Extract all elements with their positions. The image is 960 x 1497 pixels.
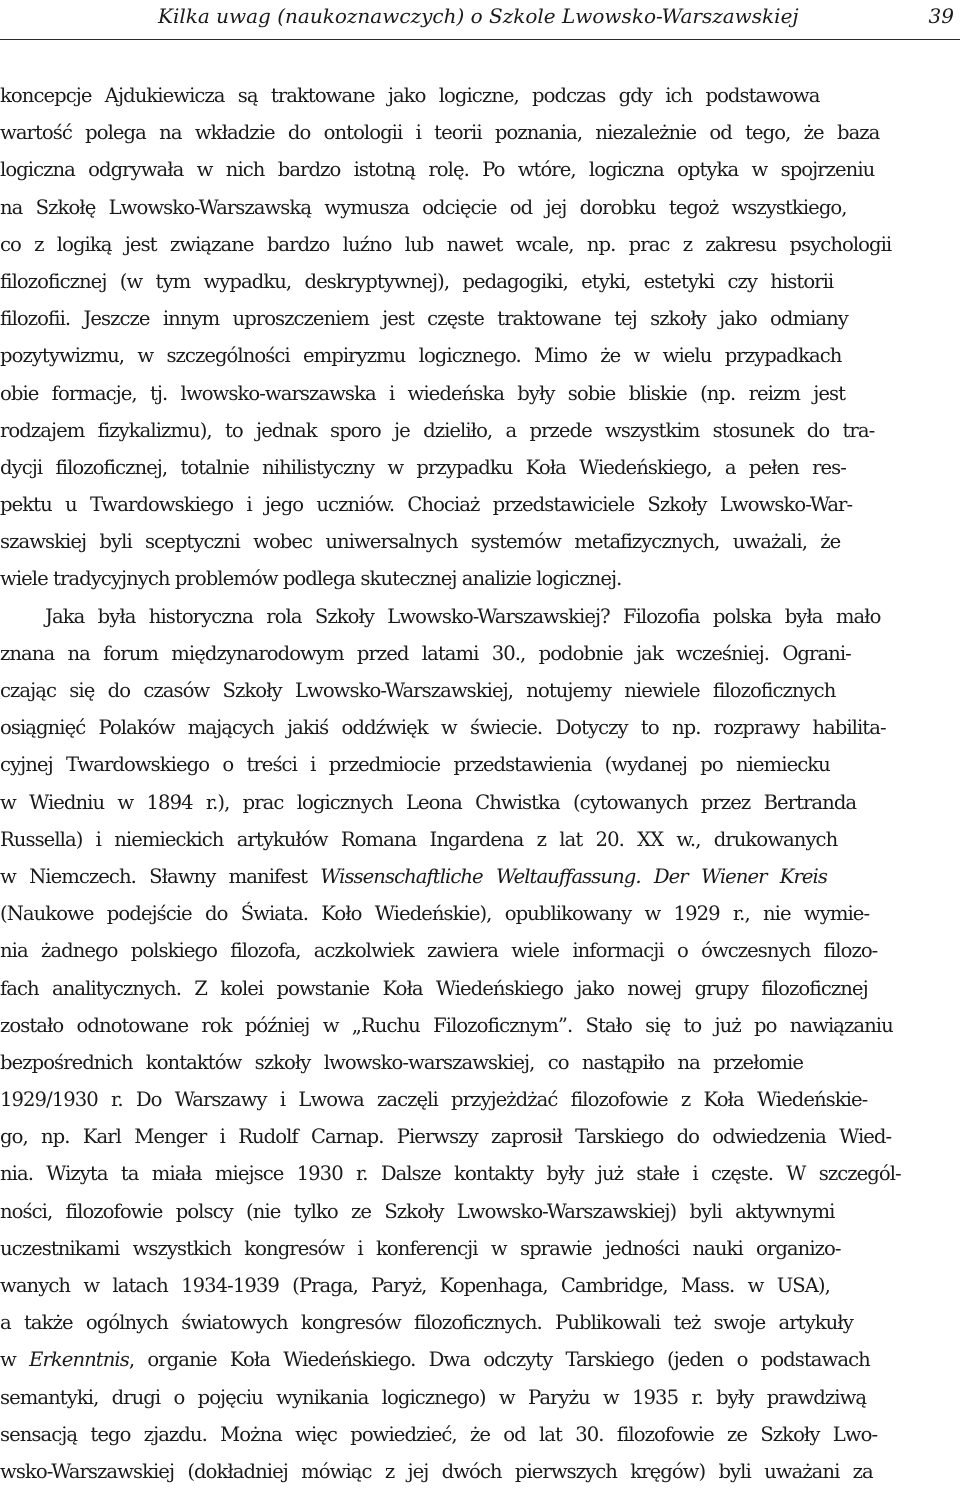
text-segment: Russella) i niemieckich artykułów Romana Ingardena z lat 20. XX w., drukowanych	[0, 827, 838, 851]
text-line	[0, 1081, 960, 1118]
text-line	[0, 970, 960, 1007]
text-segment: wartość polega na wkładzie do ontologii i teorii poznania, niezależnie od tego, że baza	[0, 121, 880, 145]
running-title: Kilka uwag (naukoznawczych) o Szkole Lwowsko-Warszawskiej	[158, 4, 799, 28]
text-segment: zostało odnotowane rok później w „Ruchu Filozoficznym”. Stało się to już po nawiązaniu	[0, 1013, 893, 1037]
text-line	[0, 598, 960, 635]
text-line	[0, 1267, 960, 1304]
text-segment: w Wiedniu w 1894 r.), prac logicznych Leona Chwistka (cytowanych przez Bertranda	[0, 790, 857, 814]
italic-title: Erkenntnis	[29, 1348, 129, 1372]
text-line	[0, 746, 960, 783]
text-line	[0, 1304, 960, 1341]
text-line	[0, 1007, 960, 1044]
text-line	[0, 1044, 960, 1081]
text-segment: Jaka była historyczna rola Szkoły Lwowsko-Warszawskiej? Filozofia polska była mało	[0, 604, 881, 628]
text-line	[0, 1230, 960, 1267]
text-line	[0, 784, 960, 821]
text-line	[0, 412, 960, 449]
text-line	[0, 709, 960, 746]
text-line	[0, 300, 960, 337]
text-segment: a także ogólnych światowych kongresów filozoficznych. Publikowali też swoje artykuły	[0, 1311, 853, 1335]
text-line	[0, 151, 960, 188]
body-text	[0, 77, 960, 1490]
text-segment: filozofii. Jeszcze innym uproszczeniem jest częste traktowane tej szkoły jako odmiany	[0, 307, 848, 331]
text-line	[0, 1155, 960, 1192]
page-header	[0, 0, 960, 40]
text-segment: nia żadnego polskiego filozofa, aczkolwiek zawiera wiele informacji o ówczesnych filozo-	[0, 939, 878, 963]
text-segment: co z logiką jest związane bardzo luźno lub nawet wcale, np. prac z zakresu psychologii	[0, 232, 892, 256]
text-segment: uczestnikami wszystkich kongresów i konferencji w sprawie jedności nauki organizo-	[0, 1236, 841, 1260]
text-segment: pozytywizmu, w szczególności empiryzmu logicznego. Mimo że w wielu przypadkach	[0, 344, 842, 368]
text-segment: , organie Koła Wiedeńskiego. Dwa odczyty Tarskiego (jeden o podstawach	[128, 1348, 870, 1372]
text-segment: semantyki, drugi o pojęciu wynikania logicznego) w Paryżu w 1935 r. były prawdziwą	[0, 1385, 867, 1409]
text-segment: czając się do czasów Szkoły Lwowsko-Warszawskiej, notujemy niewiele filozoficznych	[0, 679, 836, 702]
text-segment: wiele tradycyjnych problemów podlega skutecznej analizie logicznej.	[0, 567, 622, 591]
text-line	[0, 1453, 960, 1490]
text-segment: fach analitycznych. Z kolei powstanie Koła Wiedeńskiego jako nowej grupy filozoficznej	[0, 976, 868, 1000]
text-line	[0, 932, 960, 969]
text-line	[0, 375, 960, 412]
text-segment: nia. Wizyta ta miała miejsce 1930 r. Dalsze kontakty były już stałe i częste. W szczegól-	[0, 1162, 901, 1186]
text-line	[0, 635, 960, 672]
text-line	[0, 226, 960, 263]
text-segment: w	[0, 1348, 30, 1372]
text-segment: wsko-Warszawskiej (dokładniej mówiąc z jej dwóch pierwszych kręgów) byli uważani za	[0, 1459, 873, 1483]
text-line	[0, 672, 960, 709]
text-segment: znana na forum międzynarodowym przed latami 30., podobnie jak wcześniej. Ograni-	[0, 641, 851, 665]
text-segment: osiągnięć Polaków mających jakiś oddźwięk w świecie. Dotyczy to np. rozprawy habilita-	[0, 716, 886, 740]
text-segment: rodzajem fizykalizmu), to jednak sporo je dzieliło, a przede wszystkim stosunek do tra-	[0, 418, 875, 442]
italic-title: Wissenschaftliche Weltauffassung. Der Wiener Kreis	[320, 864, 827, 888]
text-segment: na Szkołę Lwowsko-Warszawską wymusza odcięcie od jej dorobku tegoż wszystkiego,	[0, 195, 847, 219]
text-segment: dycji filozoficznej, totalnie nihilistyczny w przypadku Koła Wiedeńskiego, a pełen res-	[0, 455, 846, 479]
text-segment: sensacją tego zjazdu. Można więc powiedzieć, że od lat 30. filozofowie ze Szkoły Lwo-	[0, 1422, 878, 1446]
text-segment: bezpośrednich kontaktów szkoły lwowsko-warszawskiej, co nastąpiło na przełomie	[0, 1050, 804, 1074]
text-segment: obie formacje, tj. lwowsko-warszawska i wiedeńska były sobie bliskie (np. reizm jest	[0, 381, 846, 405]
text-line	[0, 523, 960, 560]
text-line	[0, 1379, 960, 1416]
text-segment: logiczna odgrywała w nich bardzo istotną rolę. Po wtóre, logiczna optyka w spojrzeniu	[0, 158, 875, 182]
text-segment: (Naukowe podejście do Świata. Koło Wiedeńskie), opublikowany w 1929 r., nie wymie-	[0, 902, 870, 926]
text-line	[0, 1416, 960, 1453]
text-line	[0, 449, 960, 486]
text-line	[0, 1118, 960, 1155]
text-segment: 1929/1930 r. Do Warszawy i Lwowa zaczęli przyjeżdżać filozofowie z Koła Wiedeńskie-	[0, 1088, 868, 1112]
text-line	[0, 486, 960, 523]
text-segment: filozoficznej (w tym wypadku, deskryptywnej), pedagogiki, etyki, estetyki czy historii	[0, 269, 834, 293]
text-segment: ności, filozofowie polscy (nie tylko ze Szkoły Lwowsko-Warszawskiej) byli aktywnymi	[0, 1199, 835, 1223]
text-line	[0, 263, 960, 300]
text-line	[0, 895, 960, 932]
text-line	[0, 189, 960, 226]
text-segment: pektu u Twardowskiego i jego uczniów. Chociaż przedstawiciele Szkoły Lwowsko-War-	[0, 493, 853, 517]
text-segment: w Niemczech. Sławny manifest	[0, 864, 321, 888]
text-line	[0, 337, 960, 374]
text-segment: szawskiej byli sceptyczni wobec uniwersalnych systemów metafizycznych, uważali, że	[0, 530, 841, 554]
text-line	[0, 858, 960, 895]
text-segment: koncepcje Ajdukiewicza są traktowane jako logiczne, podczas gdy ich podstawowa	[0, 84, 820, 107]
text-line	[0, 114, 960, 151]
text-line	[0, 1341, 960, 1378]
text-segment: go, np. Karl Menger i Rudolf Carnap. Pierwszy zaprosił Tarskiego do odwiedzenia Wied-	[0, 1125, 892, 1149]
text-line	[0, 560, 960, 597]
text-line	[0, 1193, 960, 1230]
text-segment: cyjnej Twardowskiego o treści i przedmiocie przedstawienia (wydanej po niemiecku	[0, 753, 830, 777]
page-number: 39	[928, 4, 954, 28]
text-line	[0, 77, 960, 114]
text-line	[0, 821, 960, 858]
text-segment: wanych w latach 1934-1939 (Praga, Paryż, Kopenhaga, Cambridge, Mass. w USA),	[0, 1274, 830, 1297]
